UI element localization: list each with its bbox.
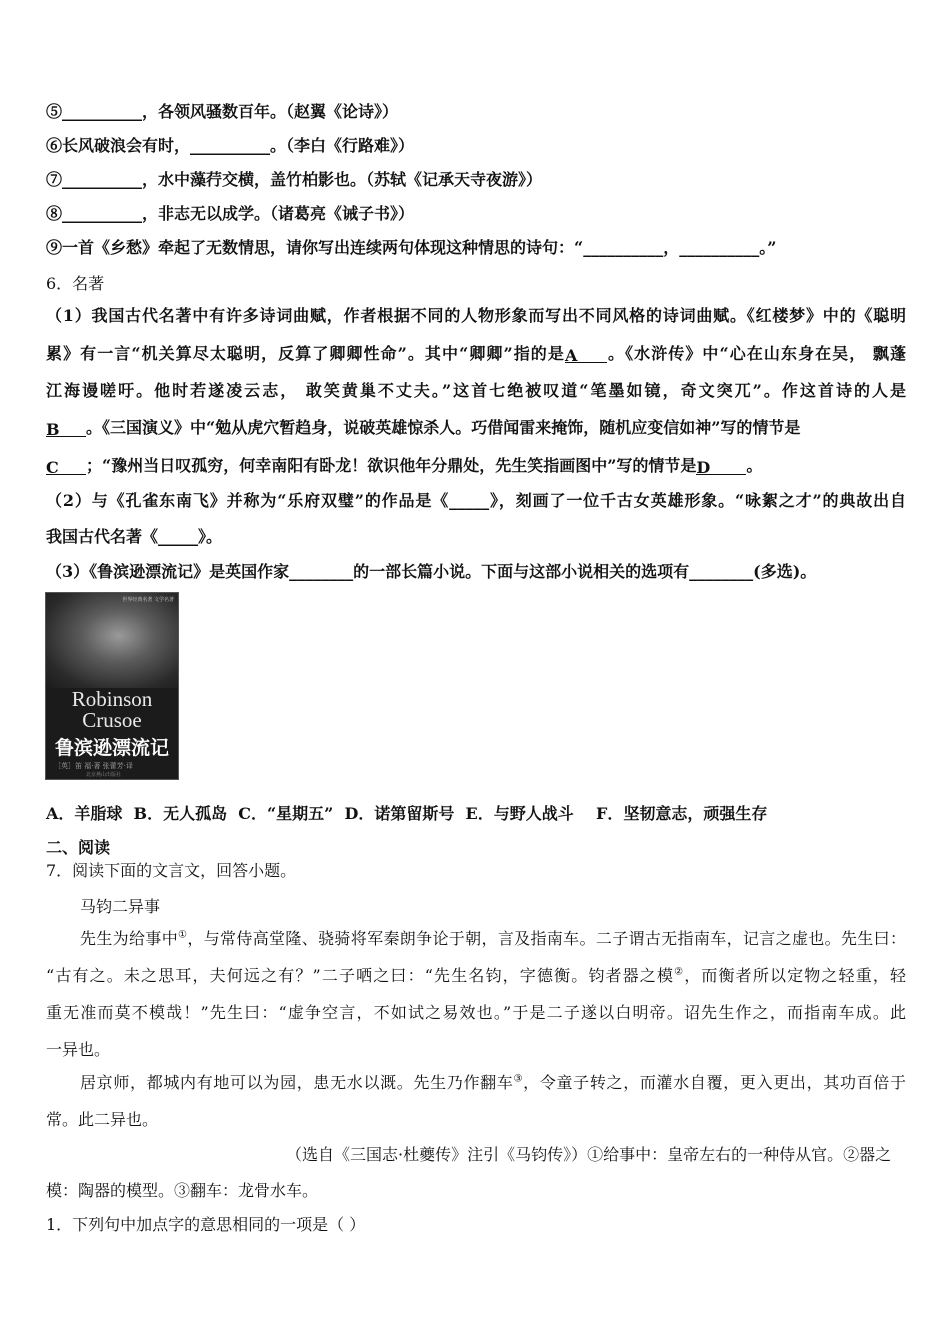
passage-p1-line1-text-a: 先生为给事中 xyxy=(80,929,179,948)
robinson-crusoe-book-cover xyxy=(45,592,179,780)
footnote-marker-3: ③ xyxy=(513,1073,524,1085)
q6-part1-line2-text-a: 累》有一言“机关算尽太聪明，反算了卿卿性命”。其中“卿卿”指的是 xyxy=(46,344,565,363)
passage-p2-line1-text-b: ，令童子转之，而灌水自覆，更入更出，其功百倍于 xyxy=(523,1073,906,1092)
passage-p1-line4: 一异也。 xyxy=(46,1040,111,1059)
passage-heading: 马钧二异事 xyxy=(80,897,161,916)
passage-p2-line1-text-a: 居京师，都城内有地可以为园，患无水以溉。先生乃作翻车 xyxy=(80,1073,514,1092)
q6-part1-line4 xyxy=(46,418,800,438)
cover-title-cn: 鲁滨逊漂流记 xyxy=(54,737,169,759)
poem-line-7: ⑦__________，水中藻荇交横，盖竹柏影也。（苏轼《记承天寺夜游》） xyxy=(46,170,543,189)
cover-series-label: 世界经典名著 文学名著 xyxy=(122,597,174,603)
passage-notes: 模：陶器的模型。③翻车：龙骨水车。 xyxy=(46,1181,319,1200)
passage-p1-line3: 重无准而莫不模哉！”先生曰：“虚争空言，不如试之易效也。”于是二子遂以白明帝。诏先生作之，而指南车成。此 xyxy=(46,1003,906,1022)
q6-options: A．羊脂球 B．无人孤岛 C．“星期五” D．诺第留斯号 E．与野人战斗 F．坚韧意志，顽强生存 xyxy=(46,804,768,823)
cover-title-en-2: Crusoe xyxy=(82,708,142,732)
q6-part2-line1: （2）与《孔雀东南飞》并称为“乐府双璧”的作品是《_____》，刻画了一位千古女英雄形象。“咏絮之才”的典故出自 xyxy=(46,491,906,510)
passage-p1-line1-text-b: ，与常侍高堂隆、骁骑将军秦朗争论于朝，言及指南车。二子谓古无指南车，记言之虚也。先生曰： xyxy=(187,929,906,948)
poem-line-5: ⑤__________，各领风骚数百年。（赵翼《论诗》） xyxy=(46,102,399,121)
sub-question-1: 1．下列句中加点字的意思相同的一项是（ ） xyxy=(46,1215,366,1234)
cover-title-en-1: Robinson xyxy=(71,687,153,711)
passage-p1-line2 xyxy=(46,966,906,986)
cover-illustration xyxy=(46,593,178,688)
passage-p2-line2: 常。此二异也。 xyxy=(46,1110,159,1129)
passage-p1-line2-text-b: ，而衡者所以定物之轻重，轻 xyxy=(684,966,906,985)
section-2-title: 二、阅读 xyxy=(46,838,111,857)
q6-part2-line2: 我国古代名著《_____》。 xyxy=(46,527,223,546)
poem-line-8: ⑧__________，非志无以成学。（诸葛亮《诫子书》） xyxy=(46,204,415,223)
q6-part1-line2-text-b: 。《水浒传》中“心在山东身在吴， 飘蓬 xyxy=(606,344,906,363)
cover-publisher: 北京燕山出版社 xyxy=(86,772,122,778)
q6-part1-line2 xyxy=(46,344,906,364)
footnote-marker-1: ① xyxy=(178,929,188,941)
passage-source: （选自《三国志·杜夔传》注引《马钧传》）①给事中：皇帝左右的一种侍从官。②器之 xyxy=(286,1145,892,1164)
q6-part1-line3: 江海谩嗟吁。他时若遂凌云志， 敢笑黄巢不丈夫。”这首七绝被叹道“笔墨如镜，奇文突兀”。作这首诗的人是 xyxy=(46,381,906,400)
cover-credit: ［英］笛 福·著 张蕾芳·译 xyxy=(54,762,133,770)
q6-part1-line5-text-a: ；“豫州当日叹孤穷，何幸南阳有卧龙！欲识他年分鼎处，先生笑指画图中”写的情节是 xyxy=(86,456,697,475)
footnote-marker-2: ② xyxy=(674,966,685,978)
q6-part1-line5 xyxy=(46,456,762,476)
blank-c[interactable]: C xyxy=(46,458,86,475)
passage-p1-line2-text-a: “古有之。未之思耳，夫何远之有？”二子哂之曰：“先生名钧，字德衡。钧者器之模 xyxy=(46,966,675,985)
blank-b[interactable]: B xyxy=(46,420,86,437)
blank-d[interactable]: D xyxy=(696,458,746,475)
poem-line-9: ⑨一首《乡愁》牵起了无数情思，请你写出连续两句体现这种情思的诗句：“__________，__________。” xyxy=(46,238,777,257)
question-7-title: 7．阅读下面的文言文，回答小题。 xyxy=(46,861,297,880)
q6-part1-line5-text-b: 。 xyxy=(746,456,763,475)
blank-a[interactable]: A xyxy=(565,346,607,363)
passage-p2-line1 xyxy=(80,1073,906,1093)
passage-p1-line1 xyxy=(80,929,906,949)
poem-line-6: ⑥长风破浪会有时，__________。（李白《行路难》） xyxy=(46,136,415,155)
q6-part1-line4-text: 。《三国演义》中“勉从虎穴暂趋身，说破英雄惊杀人。巧借闻雷来掩饰，随机应变信如神”写的情节是 xyxy=(86,418,801,437)
question-6-title: 6．名著 xyxy=(46,274,105,293)
q6-part3: （3）《鲁滨逊漂流记》是英国作家________的一部长篇小说。下面与这部小说相关的选项有________(多选)。 xyxy=(46,562,817,581)
q6-part1-line1: （1）我国古代名著中有许多诗词曲赋，作者根据不同的人物形象而写出不同风格的诗词曲赋。《红楼梦》中的《聪明 xyxy=(46,306,906,325)
